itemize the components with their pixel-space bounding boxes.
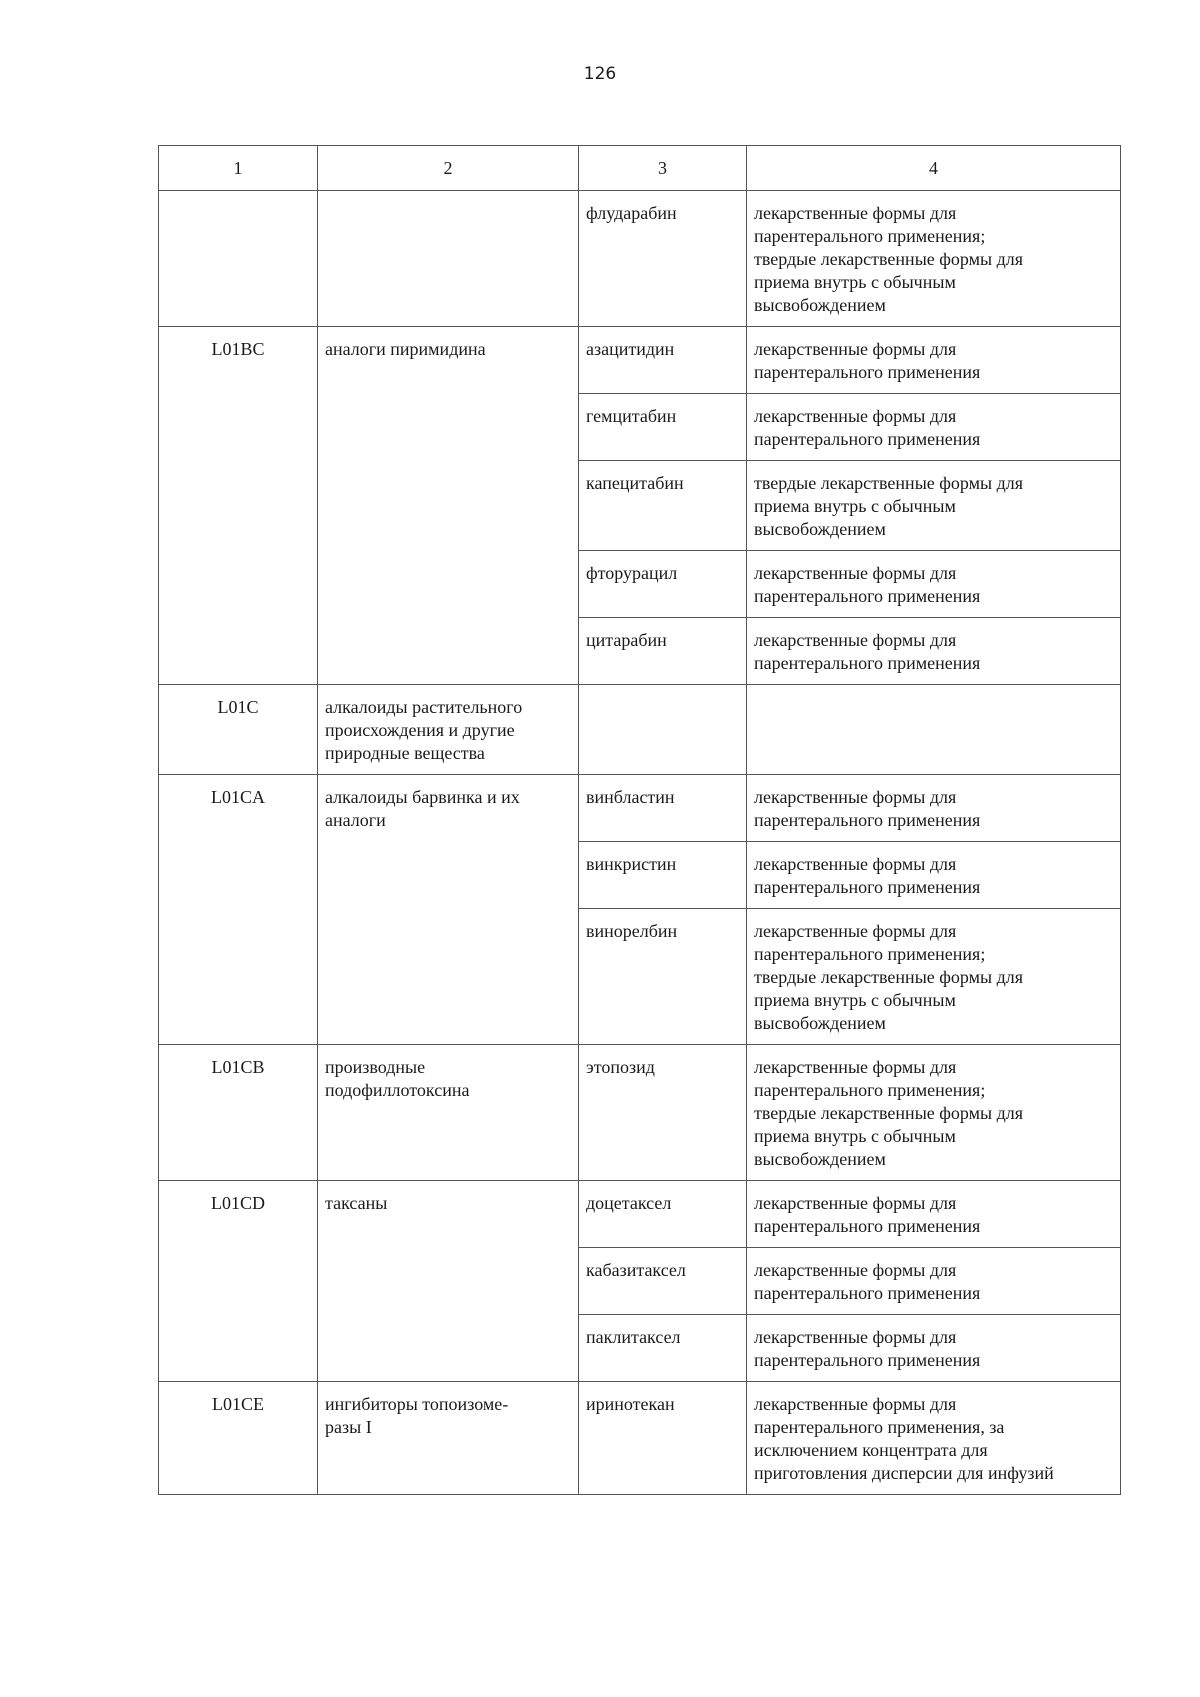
header-col-2: 2	[318, 146, 579, 191]
drug-group-cell: алкалоиды барвинка и их аналоги	[318, 775, 579, 1045]
table-row	[159, 327, 1121, 394]
dosage-forms-cell: лекарственные формы для парентерального применения	[747, 842, 1121, 909]
drug-group-cell: таксаны	[318, 1181, 579, 1382]
dosage-forms-cell: лекарственные формы для парентерального применения	[747, 1181, 1121, 1248]
drug-group-cell: алкалоиды растительного происхождения и другие природные вещества	[318, 685, 579, 775]
table-row	[159, 1181, 1121, 1248]
atc-code-cell: L01BC	[159, 327, 318, 685]
header-row	[159, 146, 1121, 191]
drug-name-cell: винбластин	[579, 775, 747, 842]
dosage-forms-cell: лекарственные формы для парентерального применения; твердые лекарственные формы для приема внутрь с обычным высвобождением	[747, 191, 1121, 327]
drug-name-cell: фторурацил	[579, 551, 747, 618]
drug-name-cell: паклитаксел	[579, 1315, 747, 1382]
drug-group-cell: аналоги пиримидина	[318, 327, 579, 685]
drug-name-cell: этопозид	[579, 1045, 747, 1181]
drug-name-cell: капецитабин	[579, 461, 747, 551]
drug-name-cell: азацитидин	[579, 327, 747, 394]
header-col-1: 1	[159, 146, 318, 191]
dosage-forms-cell: лекарственные формы для парентерального применения	[747, 618, 1121, 685]
header-col-3: 3	[579, 146, 747, 191]
drug-name-cell: кабазитаксел	[579, 1248, 747, 1315]
dosage-forms-cell: лекарственные формы для парентерального применения	[747, 775, 1121, 842]
table-row	[159, 685, 1121, 775]
drug-name-cell: винкристин	[579, 842, 747, 909]
dosage-forms-cell: лекарственные формы для парентерального применения	[747, 1315, 1121, 1382]
drug-group-cell: производные подофиллотоксина	[318, 1045, 579, 1181]
table-row	[159, 775, 1121, 842]
dosage-forms-cell	[747, 685, 1121, 775]
dosage-forms-cell: лекарственные формы для парентерального применения	[747, 394, 1121, 461]
dosage-forms-cell: твердые лекарственные формы для приема внутрь с обычным высвобождением	[747, 461, 1121, 551]
drug-name-cell: гемцитабин	[579, 394, 747, 461]
drug-name-cell: флударабин	[579, 191, 747, 327]
dosage-forms-cell: лекарственные формы для парентерального применения; твердые лекарственные формы для приема внутрь с обычным высвобождением	[747, 1045, 1121, 1181]
drug-name-cell: цитарабин	[579, 618, 747, 685]
table-row	[159, 1045, 1121, 1181]
drug-group-cell	[318, 191, 579, 327]
table-body	[159, 191, 1121, 1495]
drug-name-cell	[579, 685, 747, 775]
atc-code-cell: L01CD	[159, 1181, 318, 1382]
dosage-forms-cell: лекарственные формы для парентерального применения, за исключением концентрата для приготовления дисперсии для инфузий	[747, 1382, 1121, 1495]
drug-table	[158, 145, 1121, 1495]
atc-code-cell	[159, 191, 318, 327]
atc-code-cell: L01CB	[159, 1045, 318, 1181]
drug-name-cell: винорелбин	[579, 909, 747, 1045]
dosage-forms-cell: лекарственные формы для парентерального применения	[747, 1248, 1121, 1315]
dosage-forms-cell: лекарственные формы для парентерального применения; твердые лекарственные формы для приема внутрь с обычным высвобождением	[747, 909, 1121, 1045]
table-row	[159, 1382, 1121, 1495]
atc-code-cell: L01C	[159, 685, 318, 775]
atc-code-cell: L01CE	[159, 1382, 318, 1495]
table-row	[159, 191, 1121, 327]
drug-name-cell: иринотекан	[579, 1382, 747, 1495]
atc-code-cell: L01CA	[159, 775, 318, 1045]
dosage-forms-cell: лекарственные формы для парентерального применения	[747, 327, 1121, 394]
drug-group-cell: ингибиторы топоизоме- разы I	[318, 1382, 579, 1495]
header-col-4: 4	[747, 146, 1121, 191]
drug-name-cell: доцетаксел	[579, 1181, 747, 1248]
dosage-forms-cell: лекарственные формы для парентерального применения	[747, 551, 1121, 618]
page-number: 126	[583, 64, 617, 84]
